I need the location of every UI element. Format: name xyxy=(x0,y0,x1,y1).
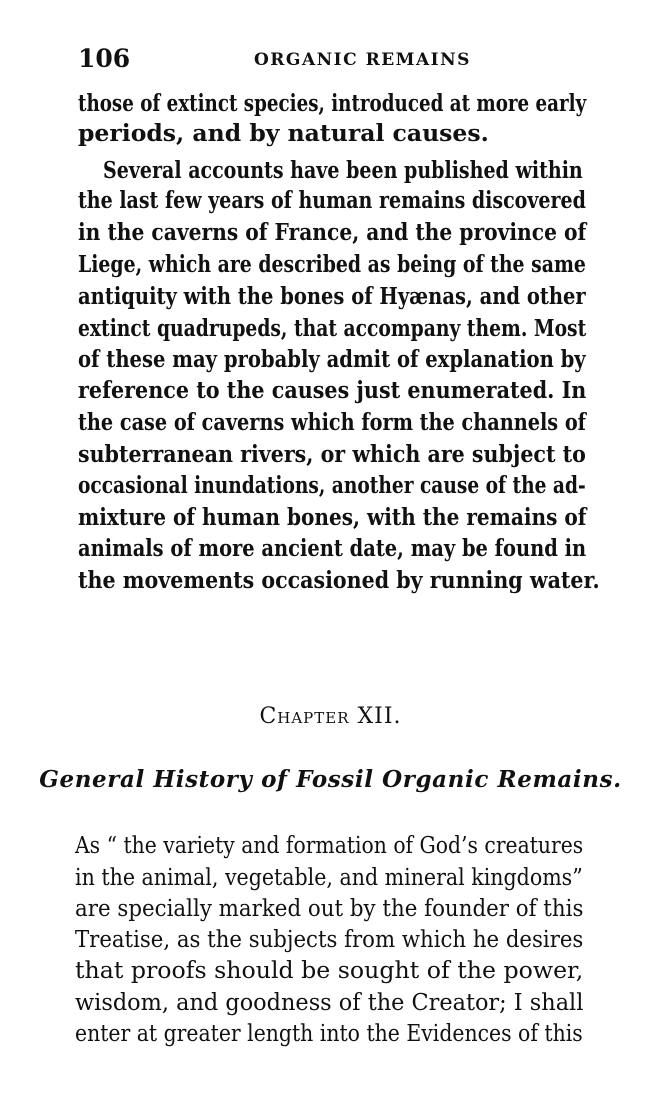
text-line: Treatise, as the subjects from which he desires xyxy=(75,925,584,953)
text-line: the case of caverns which form the channels of xyxy=(78,408,586,436)
text-line: mixture of human bones, with the remains of xyxy=(78,503,587,531)
text-line: extinct quadrupeds, that accompany them. Most xyxy=(78,314,587,342)
text-line: the last few years of human remains discovered xyxy=(78,186,586,214)
text-line: Several accounts have been published within xyxy=(103,156,583,184)
text-line: that proofs should be sought of the power, xyxy=(75,956,584,984)
text-line: periods, and by natural causes. xyxy=(78,119,489,147)
text-line: of these may probably admit of explanation by xyxy=(78,345,586,373)
text-line: in the caverns of France, and the province of xyxy=(78,218,587,246)
text-line: those of extinct species, introduced at more early xyxy=(78,89,587,117)
text-line: animals of more ancient date, may be found in xyxy=(78,534,587,562)
text-line: the movements occasioned by running water. xyxy=(78,566,600,594)
text-line: occasional inundations, another cause of the ad- xyxy=(78,471,586,499)
chapter-title: Chapter XII. xyxy=(259,704,402,729)
text-line: subterranean rivers, or which are subject to xyxy=(78,440,586,468)
text-line: enter at greater length into the Evidences of this xyxy=(75,1019,583,1047)
text-line: wisdom, and goodness of the Creator; I shall xyxy=(75,988,584,1016)
chapter-subtitle: General History of Fossil Organic Remains. xyxy=(39,766,622,793)
text-line: Liege, which are described as being of the same xyxy=(78,250,586,278)
text-line: antiquity with the bones of Hyænas, and other xyxy=(78,282,586,310)
text-line: As “ the variety and formation of God’s creatures xyxy=(75,831,584,859)
text-line: in the animal, vegetable, and mineral kingdoms” xyxy=(75,863,583,891)
page-number: 106 xyxy=(78,44,131,73)
text-line: are specially marked out by the founder of this xyxy=(75,894,584,922)
page-header xyxy=(78,44,588,76)
running-head: ORGANIC REMAINS xyxy=(254,50,471,70)
text-line: reference to the causes just enumerated. In xyxy=(78,376,587,404)
